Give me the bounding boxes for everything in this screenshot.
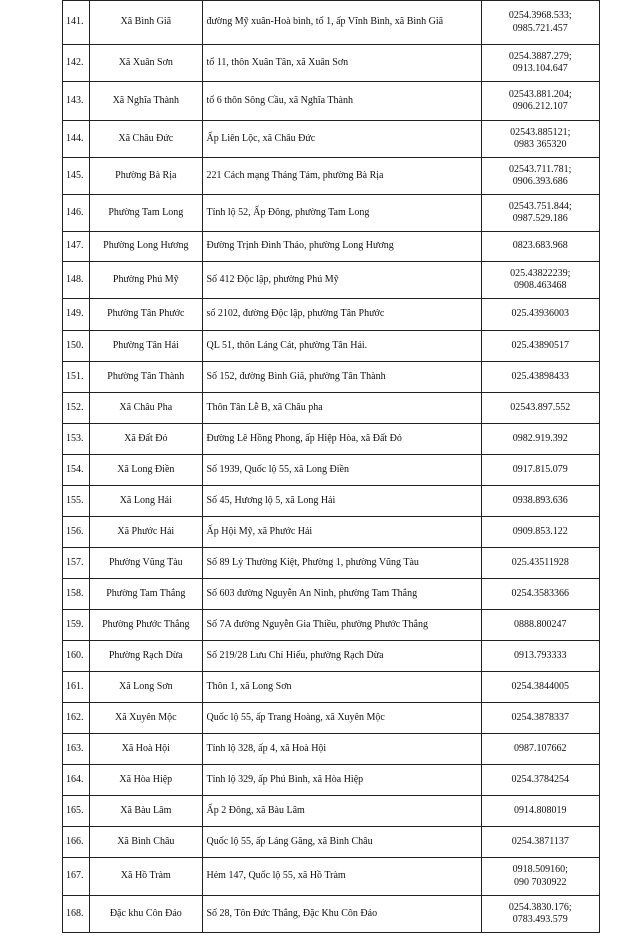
phone-cell	[481, 548, 599, 579]
directory-table-body	[63, 1, 600, 933]
unit-name: Xã Bình Giã	[90, 1, 202, 45]
row-number: 161.	[63, 672, 90, 703]
unit-name: Xã Xuyên Mộc	[90, 703, 202, 734]
phone-cell	[481, 362, 599, 393]
table-row	[63, 262, 600, 299]
row-number: 153.	[63, 424, 90, 455]
phone-number: 090 7030922	[514, 876, 567, 888]
table-row	[63, 896, 600, 933]
table-row	[63, 232, 600, 262]
unit-name: Xã Hoà Hội	[90, 734, 202, 765]
phone-number: 0254.3830.176;	[508, 901, 572, 913]
unit-name: Xã Bàu Lâm	[90, 796, 202, 827]
row-number: 155.	[63, 486, 90, 517]
phone-cell	[481, 579, 599, 610]
unit-address: QL 51, thôn Láng Cát, phường Tân Hải.	[202, 331, 481, 362]
row-number: 167.	[63, 858, 90, 896]
unit-name: Xã Nghĩa Thành	[90, 82, 202, 121]
unit-address: Thôn 1, xã Long Sơn	[202, 672, 481, 703]
phone-cell	[481, 858, 599, 896]
phone-cell	[481, 765, 599, 796]
table-row	[63, 548, 600, 579]
table-row	[63, 796, 600, 827]
phone-cell	[481, 517, 599, 548]
row-number: 156.	[63, 517, 90, 548]
row-number: 142.	[63, 45, 90, 82]
table-row	[63, 362, 600, 393]
phone-cell	[481, 672, 599, 703]
table-row	[63, 45, 600, 82]
phone-number: 02543.885121;	[510, 126, 571, 138]
unit-address: Số 219/28 Lưu Chí Hiếu, phường Rạch Dừa	[202, 641, 481, 672]
phone-cell	[481, 424, 599, 455]
phone-number: 025.43822239;	[510, 267, 571, 279]
phone-number: 0918.509160;	[512, 864, 568, 875]
phone-cell	[481, 121, 599, 158]
phone-number: 0908.463468	[514, 280, 567, 291]
phone-cell	[481, 486, 599, 517]
unit-name: Xã Châu Đức	[90, 121, 202, 158]
unit-name: Xã Bình Châu	[90, 827, 202, 858]
unit-name: Phường Tân Thành	[90, 362, 202, 393]
row-number: 164.	[63, 765, 90, 796]
row-number: 143.	[63, 82, 90, 121]
phone-number: 02543.751.844;	[508, 200, 572, 212]
table-row	[63, 393, 600, 424]
unit-name: Phường Vũng Tàu	[90, 548, 202, 579]
phone-number: 0823.683.968	[512, 240, 568, 252]
unit-name: Phường Phú Mỹ	[90, 262, 202, 299]
unit-address: Quốc lộ 55, ấp Trang Hoàng, xã Xuyên Mộc	[202, 703, 481, 734]
unit-address: 221 Cách mạng Tháng Tám, phường Bà Rịa	[202, 158, 481, 195]
phone-number: 0783.493.579	[512, 914, 568, 925]
row-number: 166.	[63, 827, 90, 858]
phone-cell	[481, 232, 599, 262]
unit-address: Số 28, Tôn Đức Thắng, Đặc Khu Côn Đảo	[202, 896, 481, 933]
unit-name: Phường Tân Hải	[90, 331, 202, 362]
unit-address: Quốc lộ 55, ấp Láng Găng, xã Bình Châu	[202, 827, 481, 858]
unit-name: Phường Tân Phước	[90, 299, 202, 331]
phone-number: 02543.897.552	[510, 401, 571, 413]
row-number: 151.	[63, 362, 90, 393]
row-number: 165.	[63, 796, 90, 827]
table-row	[63, 858, 600, 896]
table-row	[63, 195, 600, 232]
phone-number: 0985.721.457	[512, 22, 568, 34]
row-number: 154.	[63, 455, 90, 486]
table-row	[63, 765, 600, 796]
phone-number: 025.43936003	[511, 308, 570, 320]
phone-cell	[481, 393, 599, 424]
unit-address: số 2102, đường Độc lập, phường Tân Phước	[202, 299, 481, 331]
phone-cell	[481, 158, 599, 195]
unit-name: Xã Hòa Hiệp	[90, 765, 202, 796]
phone-number: 0254.3968.533;	[508, 10, 572, 21]
table-row	[63, 734, 600, 765]
table-row	[63, 703, 600, 734]
phone-number: 0906.212.107	[512, 101, 568, 112]
phone-number: 025.43890517	[511, 339, 570, 351]
unit-address: Đường Lê Hồng Phong, ấp Hiệp Hòa, xã Đất Đỏ	[202, 424, 481, 455]
phone-number: 0254.3583366	[511, 587, 570, 599]
unit-name: Phường Tam Thắng	[90, 579, 202, 610]
unit-address: Hẻm 147, Quốc lộ 55, xã Hồ Tràm	[202, 858, 481, 896]
phone-number: 0987.107662	[514, 742, 567, 754]
unit-name: Xã Đất Đỏ	[90, 424, 202, 455]
table-row	[63, 672, 600, 703]
phone-cell	[481, 610, 599, 641]
unit-name: Phường Rạch Dừa	[90, 641, 202, 672]
phone-cell	[481, 734, 599, 765]
unit-address: Thôn Tân Lễ B, xã Châu pha	[202, 393, 481, 424]
phone-number: 0917.815.079	[512, 463, 568, 475]
unit-address: Số 412 Độc lập, phường Phú Mỹ	[202, 262, 481, 299]
phone-number: 0913.793333	[514, 649, 567, 661]
row-number: 148.	[63, 262, 90, 299]
unit-address: đường Mỹ xuân-Hoà bình, tổ 1, ấp Vĩnh Bình, xã Bình Giã	[202, 1, 481, 45]
row-number: 157.	[63, 548, 90, 579]
phone-number: 0914.808019	[514, 804, 567, 816]
phone-number: 0909.853.122	[512, 525, 568, 537]
phone-cell	[481, 455, 599, 486]
phone-number: 0913.104.647	[512, 63, 568, 74]
unit-name: Xã Long Hải	[90, 486, 202, 517]
phone-cell	[481, 82, 599, 121]
table-row	[63, 641, 600, 672]
table-row	[63, 424, 600, 455]
unit-name: Phường Phước Thắng	[90, 610, 202, 641]
phone-cell	[481, 195, 599, 232]
row-number: 144.	[63, 121, 90, 158]
phone-cell	[481, 45, 599, 82]
table-row	[63, 610, 600, 641]
unit-address: Ấp 2 Đông, xã Bàu Lâm	[202, 796, 481, 827]
row-number: 147.	[63, 232, 90, 262]
row-number: 152.	[63, 393, 90, 424]
unit-address: Tỉnh lộ 328, ấp 4, xã Hoà Hội	[202, 734, 481, 765]
row-number: 163.	[63, 734, 90, 765]
table-row	[63, 579, 600, 610]
row-number: 162.	[63, 703, 90, 734]
phone-number: 0982.919.392	[512, 432, 568, 444]
phone-number: 025.43511928	[511, 556, 569, 568]
unit-name: Xã Phước Hải	[90, 517, 202, 548]
unit-name: Phường Long Hương	[90, 232, 202, 262]
unit-name: Phường Bà Rịa	[90, 158, 202, 195]
row-number: 168.	[63, 896, 90, 933]
phone-number: 0254.3844005	[511, 680, 570, 692]
phone-number: 0888.800247	[514, 618, 567, 630]
unit-address: Tỉnh lộ 329, ấp Phú Bình, xã Hòa Hiệp	[202, 765, 481, 796]
table-row	[63, 82, 600, 121]
phone-cell	[481, 331, 599, 362]
row-number: 150.	[63, 331, 90, 362]
phone-number: 0906.393.686	[512, 176, 568, 187]
phone-number: 0254.3878337	[511, 711, 570, 723]
unit-name: Xã Châu Pha	[90, 393, 202, 424]
row-number: 159.	[63, 610, 90, 641]
unit-address: Số 7A đường Nguyễn Gia Thiều, phường Phước Thắng	[202, 610, 481, 641]
row-number: 158.	[63, 579, 90, 610]
table-row	[63, 486, 600, 517]
unit-name: Phường Tam Long	[90, 195, 202, 232]
table-row	[63, 299, 600, 331]
phone-cell	[481, 703, 599, 734]
table-row	[63, 331, 600, 362]
unit-address: Ấp Hội Mỹ, xã Phước Hải	[202, 517, 481, 548]
phone-cell	[481, 299, 599, 331]
phone-number: 025.43898433	[511, 370, 570, 382]
unit-address: Số 1939, Quốc lộ 55, xã Long Điền	[202, 455, 481, 486]
table-row	[63, 455, 600, 486]
unit-name: Đặc khu Côn Đảo	[90, 896, 202, 933]
table-row	[63, 1, 600, 45]
unit-name: Xã Long Sơn	[90, 672, 202, 703]
table-row	[63, 517, 600, 548]
table-row	[63, 158, 600, 195]
phone-cell	[481, 796, 599, 827]
phone-number: 0254.3784254	[511, 773, 570, 785]
directory-table	[62, 0, 600, 933]
unit-address: Số 45, Hương lộ 5, xã Long Hải	[202, 486, 481, 517]
phone-number: 0987.529.186	[512, 213, 568, 224]
phone-number: 0938.893.636	[512, 494, 568, 506]
phone-cell	[481, 1, 599, 45]
unit-address: Số 152, đường Bình Giã, phường Tân Thành	[202, 362, 481, 393]
unit-address: Ấp Liên Lộc, xã Châu Đức	[202, 121, 481, 158]
phone-number: 02543.711.781;	[509, 163, 572, 175]
phone-number: 0983 365320	[514, 139, 567, 150]
unit-name: Xã Hồ Tràm	[90, 858, 202, 896]
unit-address: Số 603 đường Nguyễn An Ninh, phường Tam Thắng	[202, 579, 481, 610]
table-row	[63, 827, 600, 858]
phone-number: 0254.3887.279;	[508, 50, 572, 62]
row-number: 146.	[63, 195, 90, 232]
unit-address: tổ 6 thôn Sông Cầu, xã Nghĩa Thành	[202, 82, 481, 121]
row-number: 141.	[63, 1, 90, 45]
row-number: 149.	[63, 299, 90, 331]
row-number: 145.	[63, 158, 90, 195]
phone-number: 02543.881.204;	[508, 88, 572, 100]
unit-name: Xã Xuân Sơn	[90, 45, 202, 82]
phone-cell	[481, 262, 599, 299]
table-row	[63, 121, 600, 158]
unit-address: Số 89 Lý Thường Kiệt, Phường 1, phường Vũng Tàu	[202, 548, 481, 579]
unit-address: Tỉnh lộ 52, Ấp Đông, phường Tam Long	[202, 195, 481, 232]
row-number: 160.	[63, 641, 90, 672]
unit-name: Xã Long Điền	[90, 455, 202, 486]
phone-number: 0254.3871137	[511, 835, 569, 847]
phone-cell	[481, 641, 599, 672]
phone-cell	[481, 896, 599, 933]
unit-address: tổ 11, thôn Xuân Tân, xã Xuân Sơn	[202, 45, 481, 82]
phone-cell	[481, 827, 599, 858]
unit-address: Đường Trịnh Đình Thảo, phường Long Hương	[202, 232, 481, 262]
